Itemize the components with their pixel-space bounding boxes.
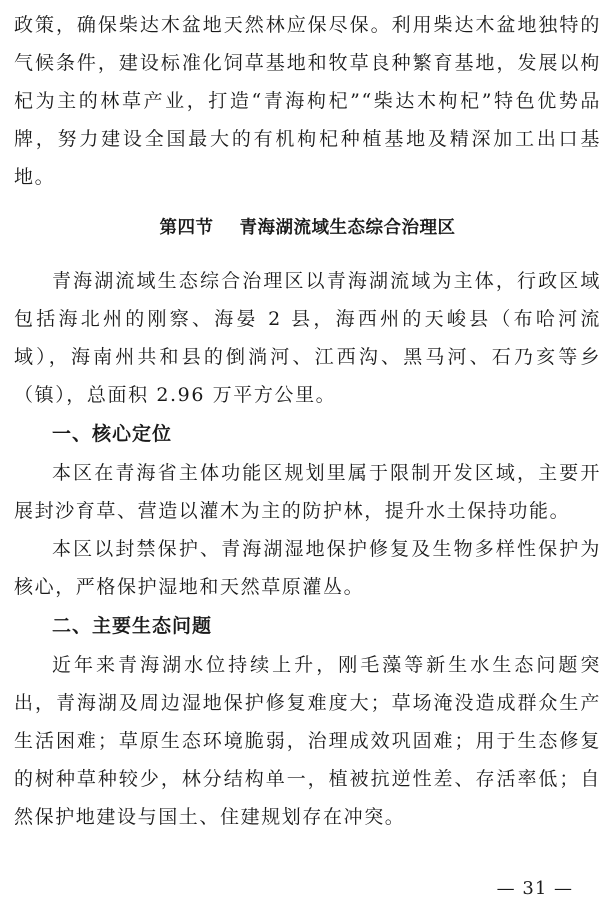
document-page — [14, 6, 601, 836]
section-name: 青海湖流域生态综合治理区 — [239, 218, 456, 238]
heading-core-positioning: 一、核心定位 — [52, 423, 173, 445]
page-number: — 31 — — [496, 878, 573, 899]
section-title — [14, 208, 601, 248]
paragraph-continued: 政策，确保柴达木盆地天然林应保尽保。利用柴达木盆地独特的气候条件，建设标准化饲草基地和牧草良种繁育基地，发展以枸杞为主的林草产业，打造“青海枸杞”“柴达木枸杞”特色优势品牌，努力建设全国最大的有机枸杞种植基地及精深加工出口基地。 — [14, 14, 601, 188]
paragraph-positioning-2: 本区以封禁保护、青海湖湿地保护修复及生物多样性保护为核心，严格保护湿地和天然草原灌丛。 — [14, 538, 601, 598]
section-number: 第四节 — [159, 218, 214, 238]
heading-main-problems: 二、主要生态问题 — [52, 615, 213, 637]
paragraph-scope: 青海湖流域生态综合治理区以青海湖流域为主体，行政区域包括海北州的刚察、海晏 2 县，海西州的天峻县（布哈河流域），海南州共和县的倒淌河、江西沟、黑马河、石乃亥等乡（镇），总面积 2.96 万平方公里。 — [14, 270, 601, 406]
paragraph-positioning-1: 本区在青海省主体功能区规划里属于限制开发区域，主要开展封沙育草、营造以灌木为主的防护林，提升水土保持功能。 — [14, 462, 601, 522]
paragraph-problems: 近年来青海湖水位持续上升，刚毛藻等新生水生态问题突出，青海湖及周边湿地保护修复难度大；草场淹没造成群众生产生活困难；草原生态环境脆弱，治理成效巩固难；用于生态修复的树种草种较少，林分结构单一，植被抗逆性差、存活率低；自然保护地建设与国土、住建规划存在冲突。 — [14, 654, 601, 828]
